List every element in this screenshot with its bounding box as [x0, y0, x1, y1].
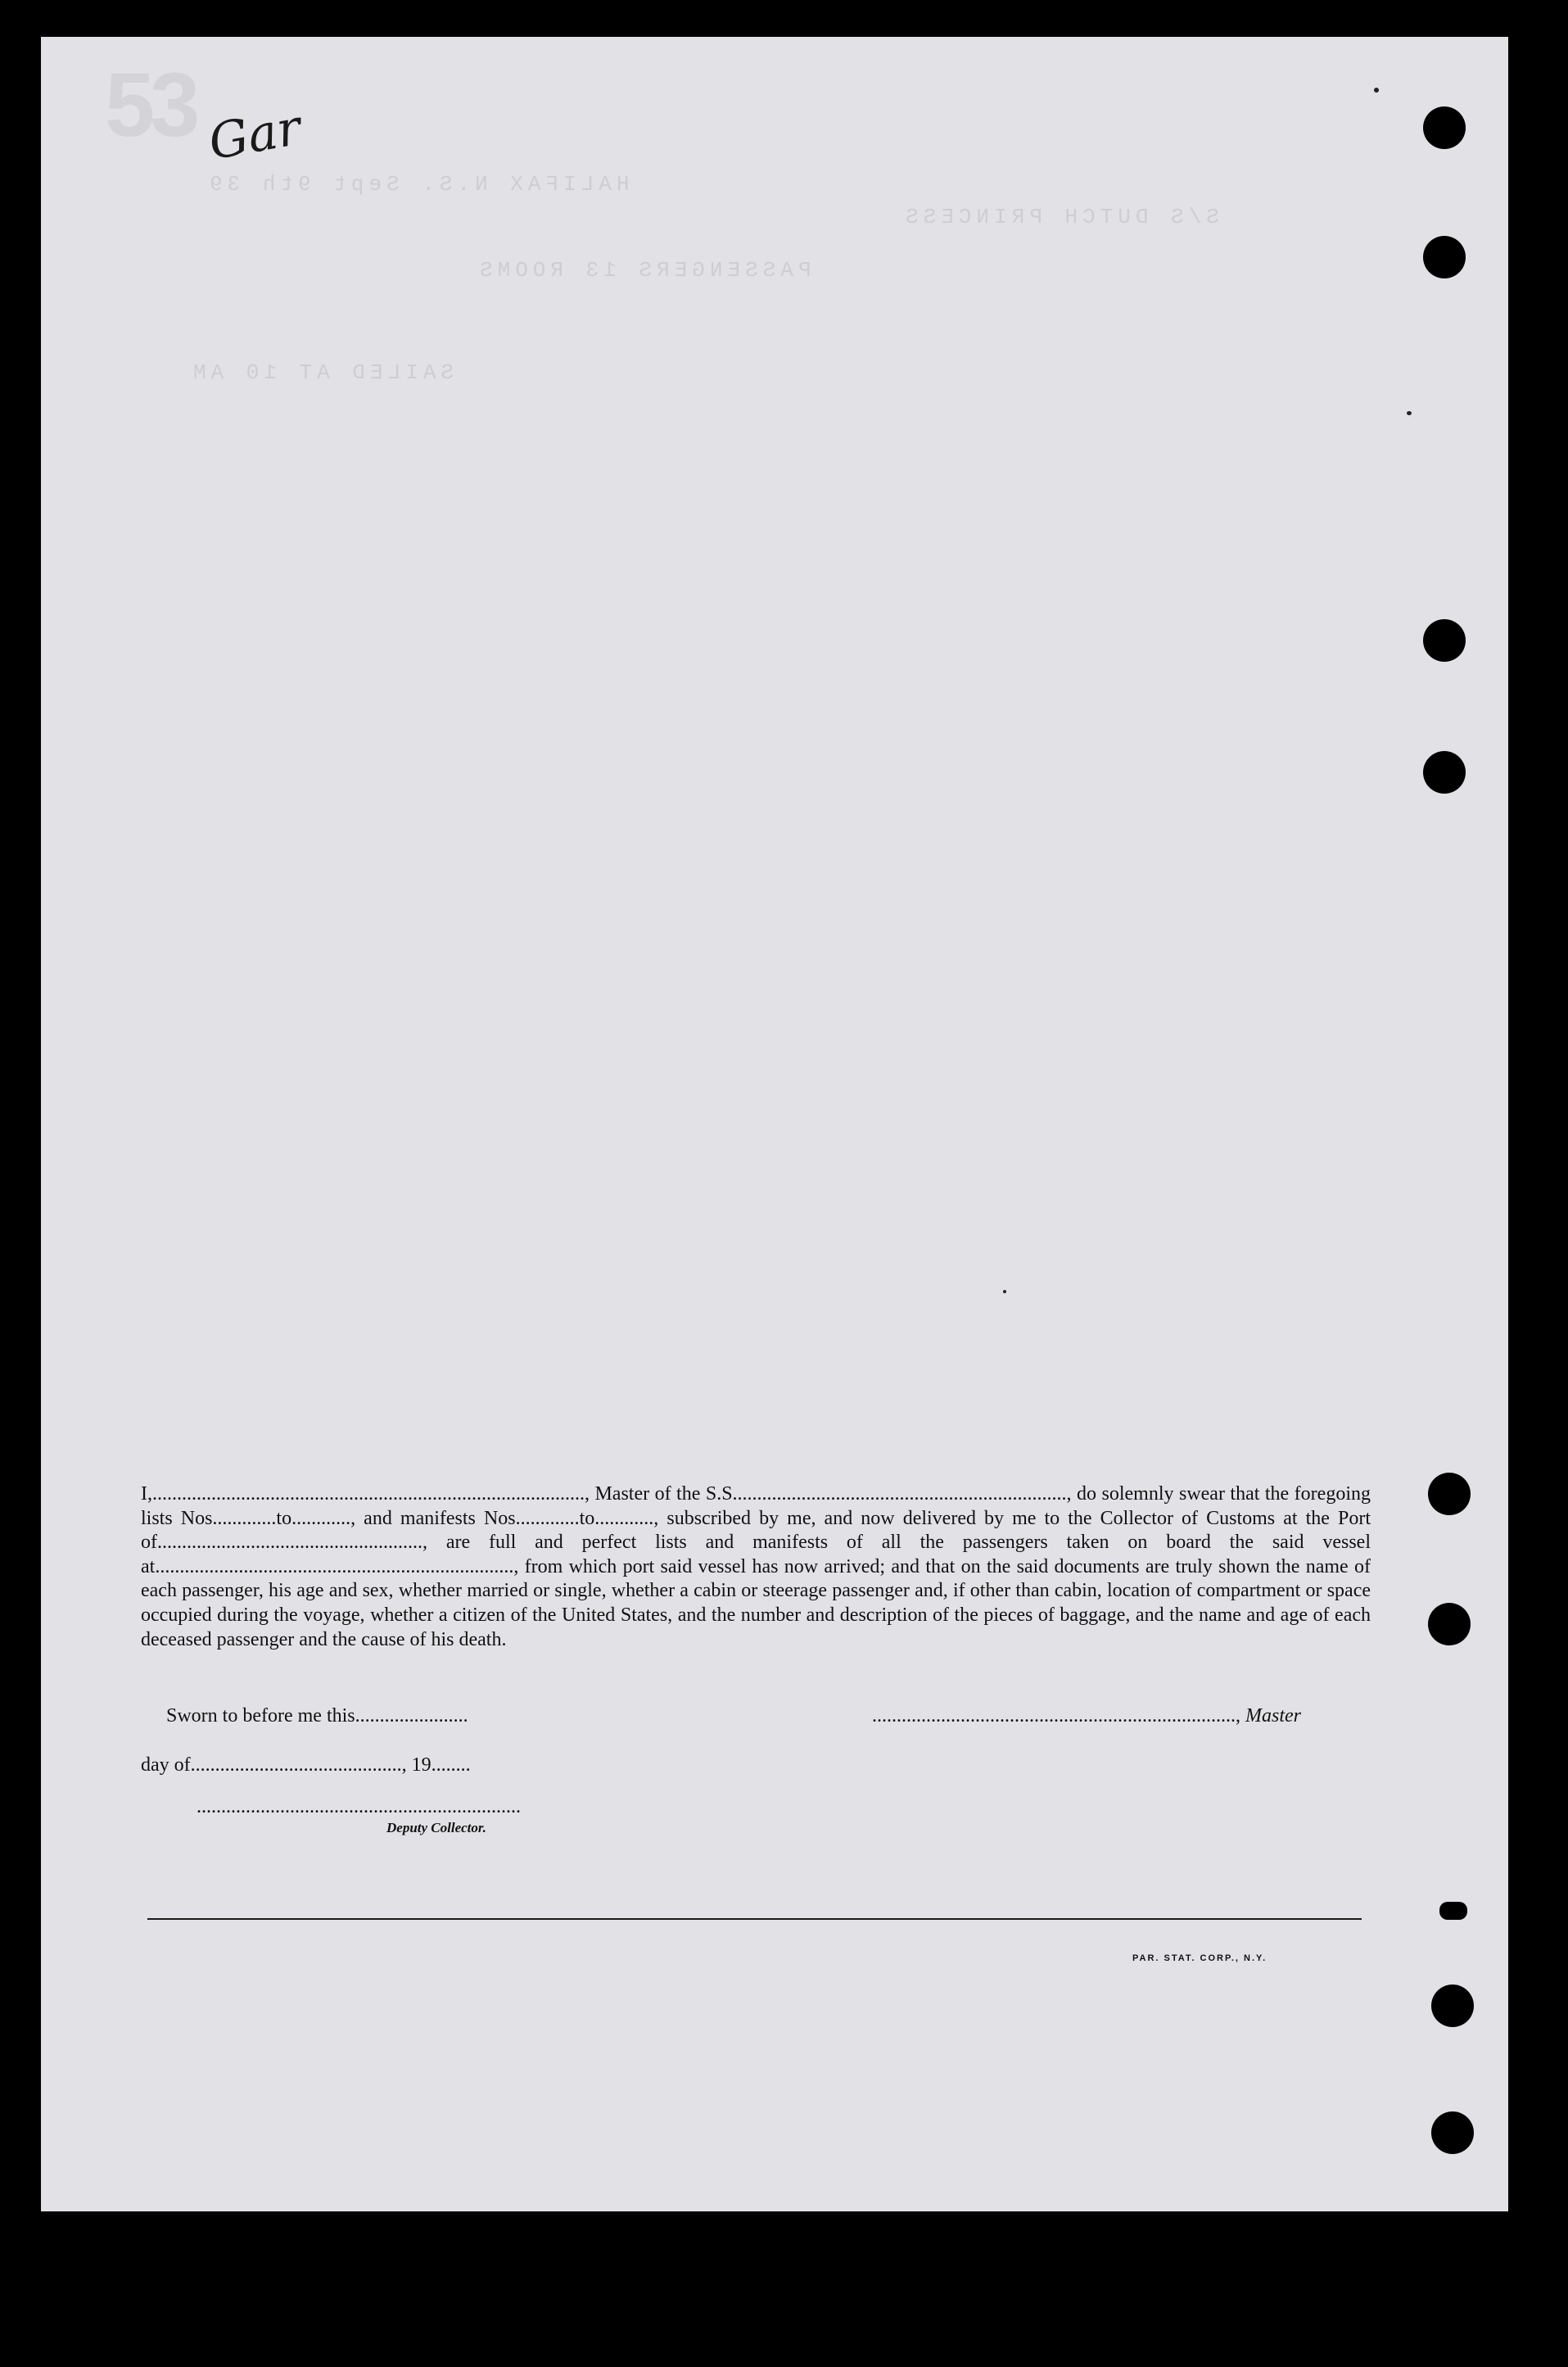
punch-hole — [1423, 619, 1466, 662]
sworn-before-line: Sworn to before me this....................... — [166, 1705, 468, 1727]
master-label: Master — [1245, 1705, 1301, 1727]
paper-speck — [1407, 411, 1412, 415]
paper-speck — [1003, 1290, 1006, 1293]
show-through-text: S/S DUTCH PRINCESS — [901, 205, 1219, 229]
day-line: day of..........................................., 19........ — [141, 1754, 471, 1776]
deputy-collector-label: Deputy Collector. — [386, 1820, 486, 1835]
punch-hole — [1431, 2111, 1474, 2154]
show-through-text: HALIFAX N.S. Sept 9th 39 — [205, 172, 630, 197]
master-signature-line — [872, 1705, 1301, 1727]
page-number-stamp: 53 — [105, 55, 196, 156]
deputy-collector-dots: .................................................................. — [197, 1796, 521, 1817]
punch-hole — [1428, 1473, 1471, 1515]
punch-hole — [1431, 1985, 1474, 2027]
punch-slot — [1439, 1902, 1467, 1920]
punch-hole — [1423, 106, 1466, 149]
document-page — [41, 37, 1508, 2211]
show-through-text: SAILED AT 10 AM — [188, 360, 454, 385]
punch-hole — [1423, 751, 1466, 794]
master-oath-paragraph: I,........................................................................................, Master of the S.S...................................................................., do solemnly swear that the foregoing lists Nos.............to............, and manifests Nos.............to............, subscribed by me, and now delivered by me to the Collector of Customs at the Port of......................................................, are full and perfect lists and manifests of all the passengers taken on board the said vessel at........................................................................., from which port said vessel has now arrived; and that on the said documents are truly shown the name of each passenger, his age and sex, whether married or single, whether a cabin or steerage passenger and, if other than cabin, location of compartment or space occupied during the voyage, whether a citizen of the United States, and the number and description of the pieces of baggage, and the name and age of each deceased passenger and the cause of his death. — [141, 1483, 1371, 1650]
paper-speck — [1374, 88, 1379, 93]
handwritten-annotation: Gar — [204, 98, 305, 172]
printer-imprint: PAR. STAT. CORP., N.Y. — [1132, 1953, 1268, 1963]
punch-hole — [1423, 236, 1466, 278]
show-through-text: PASSENGERS 13 ROOMS — [475, 258, 811, 283]
punch-hole — [1428, 1603, 1471, 1645]
horizontal-rule — [147, 1918, 1362, 1920]
master-signature-dots: .........................................................................., — [872, 1705, 1245, 1727]
